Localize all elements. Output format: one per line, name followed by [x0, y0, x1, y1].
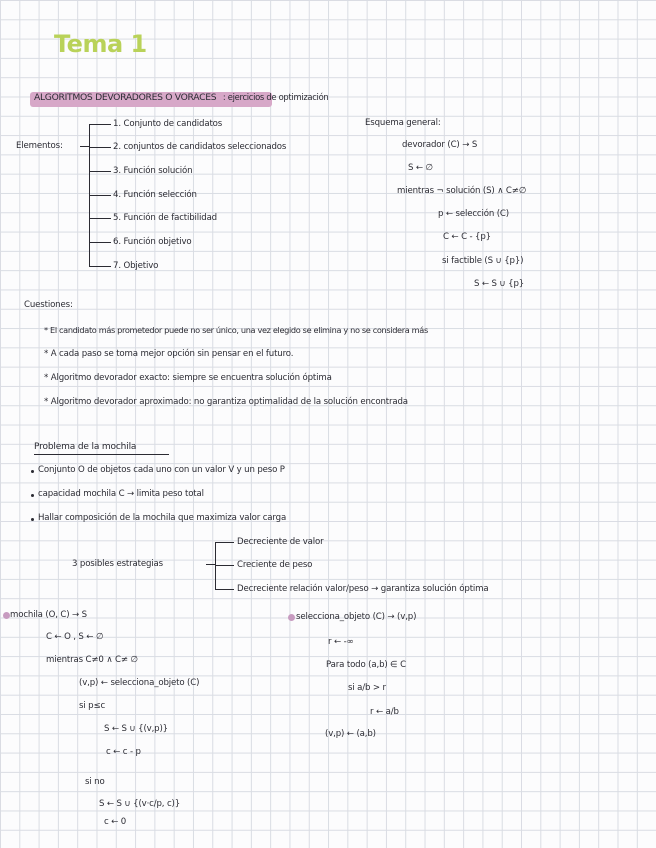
question-item: * A cada paso se toma mejor opción sin pensar en el futuro. [44, 349, 294, 359]
strategy-item: Creciente de peso [237, 560, 313, 570]
question-item: * El candidato más prometedor puede no ser único, una vez elegido se elimina y no se considera más [44, 325, 428, 335]
code-line: c ← 0 [104, 817, 127, 827]
element-item: 7. Objetivo [113, 261, 159, 271]
question-item: * Algoritmo devorador aproximado: no garantiza optimalidad de la solución encontrada [44, 397, 408, 407]
code-line: (v,p) ← selecciona_objeto (C) [79, 678, 200, 688]
tree-trunk [215, 542, 216, 590]
strategy-item: Decreciente de valor [237, 537, 324, 547]
backpack-bullet: Conjunto O de objetos cada uno con un valor V y un peso P [38, 465, 285, 475]
code-line: r ← -∞ [328, 637, 354, 647]
scheme-line: S ← ∅ [408, 163, 433, 173]
bullet-dot [31, 518, 34, 521]
code-line: S ← S ∪ {(v,p)} [104, 724, 168, 734]
scheme-line: si factible (S ∪ {p}) [442, 256, 524, 266]
tree-branch [215, 542, 234, 543]
heading-sub: : ejercicios de optimización [222, 92, 329, 102]
scheme-title: Esquema general: [365, 118, 441, 128]
section-heading [34, 92, 328, 103]
element-item: 3. Función solución [113, 166, 193, 176]
tree-branch [89, 147, 111, 148]
strategies-label: 3 posibles estrategias [72, 559, 163, 569]
element-item: 5. Función de factibilidad [113, 213, 217, 223]
tree-branch [89, 124, 111, 125]
scheme-line: S ← S ∪ {p} [474, 279, 525, 289]
code-line: si p≤c [79, 701, 106, 711]
tree-branch [89, 242, 111, 243]
page-title: Tema 1 [54, 30, 147, 58]
code-line: S ← S ∪ {(v·c/p, c)} [99, 799, 181, 809]
tree-branch [89, 195, 111, 196]
code-header: selecciona_objeto (C) → (v,p) [296, 612, 417, 622]
tree-branch [215, 565, 234, 566]
elements-label: Elementos: [16, 141, 63, 151]
element-item: 2. conjuntos de candidatos seleccionados [113, 142, 287, 152]
questions-title: Cuestiones: [24, 300, 73, 310]
code-line: C ← O , S ← ∅ [46, 632, 104, 642]
pink-bullet [3, 612, 10, 619]
tree-branch [89, 171, 111, 172]
code-line: si a/b > r [348, 683, 386, 693]
code-line: Para todo (a,b) ∈ C [326, 660, 406, 670]
backpack-bullet: Hallar composición de la mochila que maximiza valor carga [38, 513, 287, 523]
pink-bullet [288, 614, 295, 621]
bullet-dot [31, 470, 34, 473]
bullet-dot [31, 494, 34, 497]
tree-branch [89, 218, 111, 219]
scheme-line: C ← C - {p} [443, 232, 491, 242]
code-line: mientras C≠0 ∧ C≠ ∅ [46, 655, 138, 665]
element-item: 1. Conjunto de candidatos [113, 119, 223, 129]
code-header: mochila (O, C) → S [10, 610, 87, 620]
element-item: 6. Función objetivo [113, 237, 192, 247]
tree-branch [215, 589, 234, 590]
scheme-line: mientras ¬ solución (S) ∧ C≠∅ [397, 186, 527, 196]
code-line: r ← a/b [370, 707, 399, 717]
heading-main: ALGORITMOS DEVORADORES O VORACES [34, 92, 217, 103]
question-item: * Algoritmo devorador exacto: siempre se encuentra solución óptima [44, 373, 332, 383]
backpack-title: Problema de la mochila [34, 442, 137, 452]
element-item: 4. Función selección [113, 190, 197, 200]
scheme-line: devorador (C) → S [402, 140, 478, 150]
code-line: si no [85, 777, 105, 787]
code-line: (v,p) ← (a,b) [325, 729, 376, 739]
tree-branch [89, 266, 111, 267]
title-underline [34, 454, 169, 455]
backpack-bullet: capacidad mochila C → limita peso total [38, 489, 204, 499]
scheme-line: p ← selección (C) [438, 209, 509, 219]
code-line: c ← c - p [106, 747, 141, 757]
strategy-item: Decreciente relación valor/peso → garantiza solución óptima [237, 584, 489, 594]
